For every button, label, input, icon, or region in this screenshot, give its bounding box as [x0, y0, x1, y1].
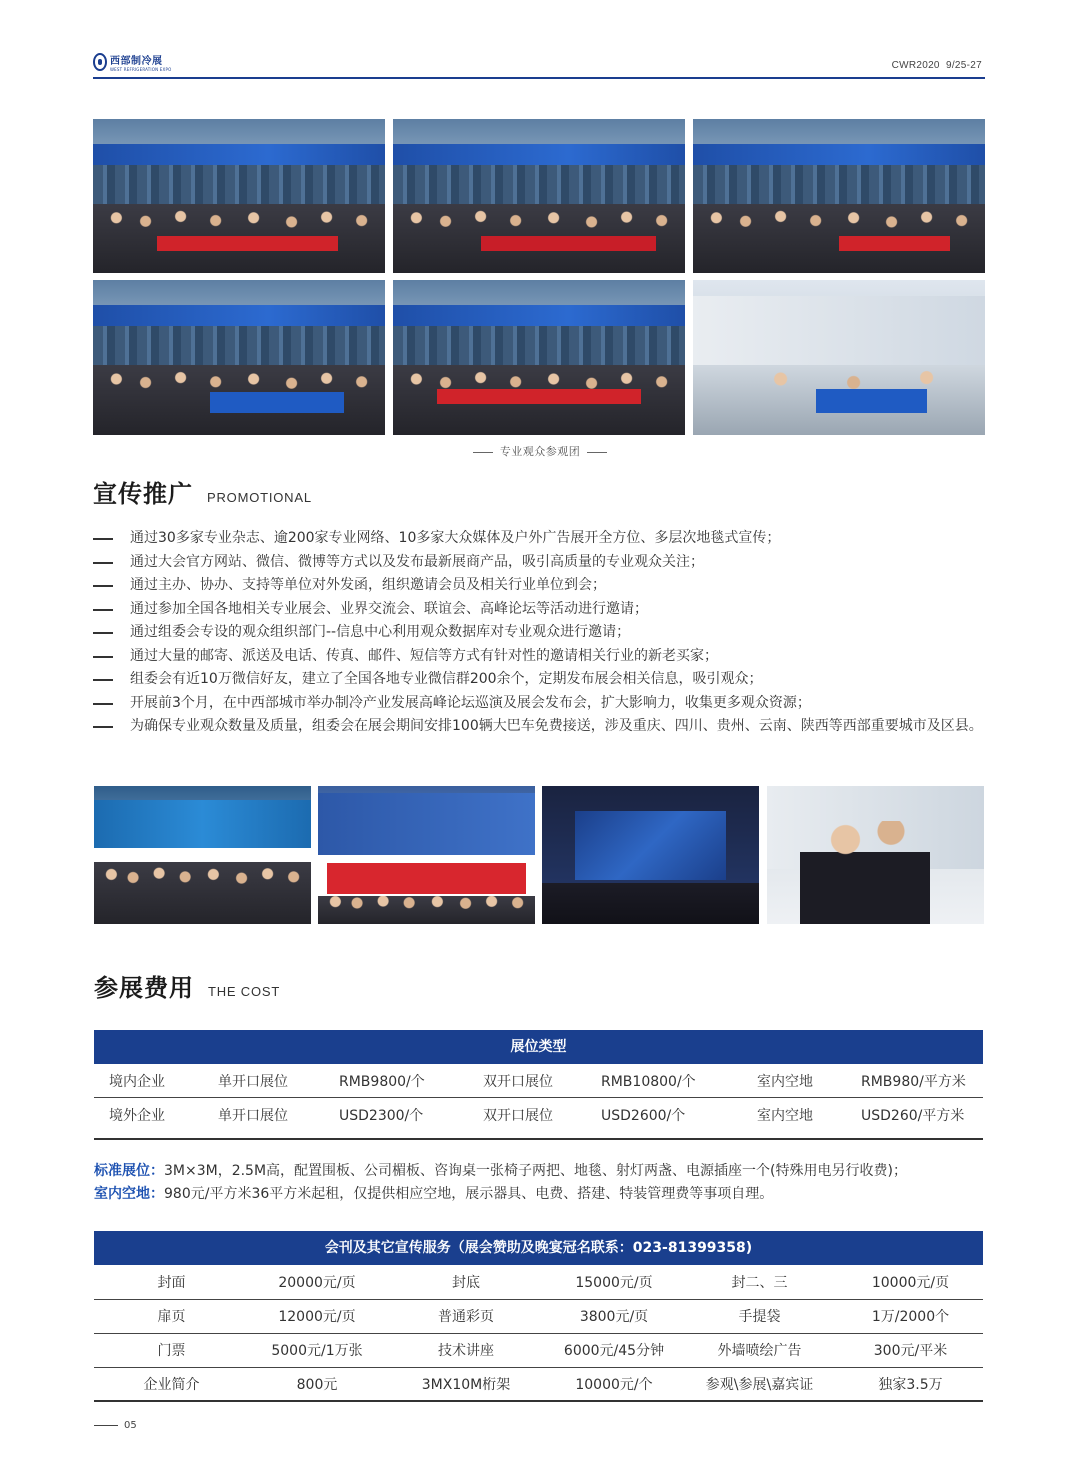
table-cell: 技术讲座 [385, 1333, 547, 1367]
visitor-group-photo [393, 280, 685, 435]
logo [93, 51, 171, 72]
table-cell: 15000元/页 [547, 1265, 681, 1299]
section-title-cn: 宣传推广 [93, 480, 193, 508]
table-cell: 室内空地 [757, 1074, 813, 1090]
logo-text: 西部制冷展 [110, 56, 163, 67]
visitor-group-photo [93, 119, 385, 273]
table-cell: 境内企业 [109, 1074, 165, 1090]
list-item: 通过组委会专设的观众组织部门--信息中心利用观众数据库对专业观众进行邀请； [93, 621, 985, 645]
section-title-en: THE COST [208, 984, 281, 999]
table-cell: 300元/平米 [838, 1333, 983, 1367]
table-row [94, 1098, 983, 1132]
visitor-group-photo [93, 280, 385, 435]
table-row [94, 1064, 983, 1098]
table-cell: 800元 [249, 1367, 385, 1401]
table-row [94, 1333, 983, 1367]
list-item: 组委会有近10万微信好友，建立了全国各地专业微信群200余个，定期发布展会相关信息，吸引观众； [93, 668, 985, 692]
table-cell: 封面 [94, 1265, 249, 1299]
note-text: 980元/平方米36平方米起租，仅提供相应空地，展示器具、电费、搭建、特装管理费等事项自理。 [164, 1186, 774, 1202]
table-cell: 5000元/1万张 [249, 1333, 385, 1367]
note-indoor-space [94, 1183, 983, 1206]
table-cell: 1万/2000个 [838, 1299, 983, 1333]
event-code: CWR2020 [891, 60, 940, 71]
event-dates: 9/25-27 [945, 60, 982, 71]
event-date-label [892, 60, 982, 71]
list-item: 通过30多家专业杂志、逾200家专业网络、10多家大众媒体及户外广告展开全方位、多层次地毯式宣传； [93, 527, 985, 551]
section-title-promotion [93, 474, 312, 509]
table-cell: 企业简介 [94, 1367, 249, 1401]
page-number: 05 [124, 1420, 137, 1431]
table-cell: 6000元/45分钟 [547, 1333, 681, 1367]
table-cell: 单开口展位 [218, 1074, 288, 1090]
table-row [94, 1265, 983, 1299]
logo-icon [93, 53, 107, 71]
gallery-caption: 专业观众参观团 [0, 443, 1080, 459]
list-item: 通过大会官方网站、微信、微博等方式以及发布最新展商产品，吸引高质量的专业观众关注； [93, 551, 985, 575]
visitor-group-photo [693, 280, 985, 435]
visitor-group-photo [693, 119, 985, 273]
table-cell: USD260/平方米 [861, 1108, 965, 1124]
page-footer [94, 1420, 137, 1431]
table-cell: 封底 [385, 1265, 547, 1299]
list-item: 为确保专业观众数量及质量，组委会在展会期间安排100辆大巴车免费接送，涉及重庆、四川、贵州、云南、陕西等西部重要城市及区县。 [93, 715, 985, 739]
services-table-header: 会刊及其它宣传服务（展会赞助及晚宴冠名联系：023-81399358) [94, 1231, 983, 1265]
section-title-cost [94, 968, 280, 1003]
table-cell: 扉页 [94, 1299, 249, 1333]
table-cell: 3MX10M桁架 [385, 1367, 547, 1401]
table-cell: 室内空地 [757, 1108, 813, 1124]
table-cell: 境外企业 [109, 1108, 165, 1124]
table-cell: 12000元/页 [249, 1299, 385, 1333]
event-photo [542, 786, 759, 924]
list-item: 通过大量的邮寄、派送及电话、传真、邮件、短信等方式有针对性的邀请相关行业的新老买家； [93, 645, 985, 669]
table-cell: 10000元/页 [838, 1265, 983, 1299]
table-cell: 封二、三 [681, 1265, 838, 1299]
event-photo [767, 786, 984, 924]
table-cell: 独家3.5万 [838, 1367, 983, 1401]
visitor-group-photo [393, 119, 685, 273]
event-photo [318, 786, 535, 924]
booth-notes [94, 1160, 983, 1206]
table-cell: USD2300/个 [339, 1108, 424, 1124]
section-title-en: PROMOTIONAL [207, 490, 312, 505]
table-row [94, 1299, 983, 1333]
note-label: 标准展位： [94, 1163, 164, 1179]
table-cell: 手提袋 [681, 1299, 838, 1333]
table-cell: 双开口展位 [483, 1074, 553, 1090]
list-item: 通过主办、协办、支持等单位对外发函，组织邀请会员及相关行业单位到会； [93, 574, 985, 598]
table-cell: 3800元/页 [547, 1299, 681, 1333]
table-cell: RMB9800/个 [339, 1074, 425, 1090]
note-text: 3M×3M，2.5M高，配置围板、公司楣板、咨询桌一张椅子两把、地毯、射灯两盏、电源插座一个(特殊用电另行收费)； [164, 1163, 907, 1179]
table-cell: 20000元/页 [249, 1265, 385, 1299]
note-label: 室内空地： [94, 1186, 164, 1202]
note-standard-booth [94, 1160, 983, 1183]
table-cell: USD2600/个 [601, 1108, 686, 1124]
section-title-cn: 参展费用 [94, 974, 194, 1002]
logo-subtext: WEST REFRIGERATION EXPO [110, 67, 172, 72]
table-bottom-rule [94, 1138, 983, 1140]
header-divider [93, 77, 985, 79]
table-cell: 门票 [94, 1333, 249, 1367]
booth-table-header: 展位类型 [94, 1030, 983, 1064]
page-header [93, 48, 985, 80]
table-cell: 普通彩页 [385, 1299, 547, 1333]
table-cell: 单开口展位 [218, 1108, 288, 1124]
table-cell: 双开口展位 [483, 1108, 553, 1124]
table-cell: 外墙喷绘广告 [681, 1333, 838, 1367]
table-cell: 参观\参展\嘉宾证 [681, 1367, 838, 1401]
table-cell: RMB980/平方米 [861, 1074, 966, 1090]
services-table [94, 1265, 983, 1402]
list-item: 通过参加全国各地相关专业展会、业界交流会、联谊会、高峰论坛等活动进行邀请； [93, 598, 985, 622]
table-row [94, 1367, 983, 1401]
list-item: 开展前3个月，在中西部城市举办制冷产业发展高峰论坛巡演及展会发布会，扩大影响力，收集更多观众资源； [93, 692, 985, 716]
event-photo [94, 786, 311, 924]
table-cell: RMB10800/个 [601, 1074, 696, 1090]
promotion-list [93, 527, 985, 739]
table-cell: 10000元/个 [547, 1367, 681, 1401]
